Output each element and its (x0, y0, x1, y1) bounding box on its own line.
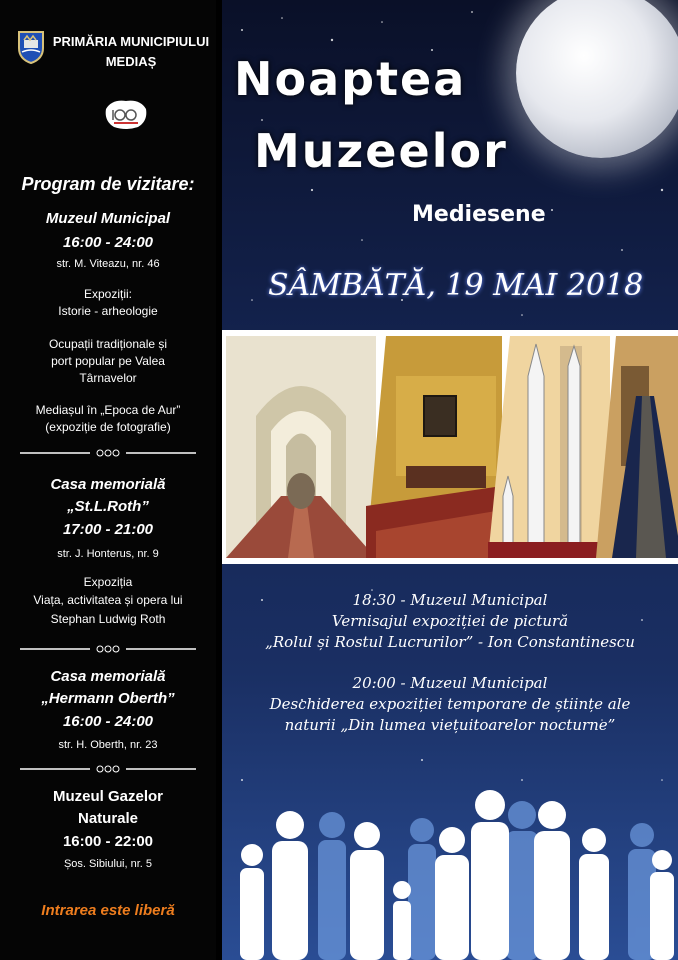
library-corridor-photo (596, 336, 678, 558)
header (12, 28, 212, 72)
program-heading: Program de vizitare: (21, 174, 195, 194)
ornament-divider (20, 644, 196, 654)
museum-name: „Hermann Oberth” (41, 690, 175, 707)
museum-name: Naturale (77, 810, 139, 827)
event-item (222, 590, 678, 653)
sidebar (0, 0, 216, 960)
exhibition-text: port popular pe Valea (51, 354, 165, 368)
museum-name: Muzeul Municipal (45, 210, 171, 227)
hallway-arches-photo (226, 336, 376, 558)
exhibition-text: Ocupații tradiționale și (48, 337, 168, 351)
event-time-place: 20:00 - Muzeul Municipal (352, 674, 548, 692)
museum-hours: 16:00 - 24:00 (62, 713, 154, 730)
museum-address: str. M. Viteazu, nr. 46 (56, 258, 160, 270)
title-muzeelor: Muzeelor (254, 124, 508, 178)
title-noaptea: Noaptea (234, 52, 467, 106)
exhibition-text: Expoziția (83, 575, 133, 589)
free-entry-note: Intrarea este liberă (41, 902, 175, 919)
event-description: naturii „Din lumea viețuitoarelor nocturne” (284, 716, 616, 734)
museum-name: Casa memorială (50, 476, 166, 493)
museum-name: „St.L.Roth” (67, 498, 149, 515)
events-list (222, 590, 678, 756)
ornament-divider (20, 448, 196, 458)
event-description: Deschiderea expoziției temporare de științe ale (269, 695, 631, 713)
coat-of-arms-icon (16, 28, 46, 64)
exhibition-text: Expoziții: (83, 287, 133, 301)
museum-name: Casa memorială (50, 668, 166, 685)
exhibition-text: Stephan Ludwig Roth (50, 612, 166, 626)
memorial-room-photo (366, 336, 502, 558)
ornament-divider (20, 764, 196, 774)
rocket-models-photo (488, 336, 610, 558)
museum-hours: 17:00 - 21:00 (62, 521, 154, 538)
museum-address: str. H. Oberth, nr. 23 (58, 739, 158, 751)
museum-name: Muzeul Gazelor (52, 788, 164, 805)
museum-address: str. J. Honterus, nr. 9 (57, 548, 159, 560)
exhibition-text: Viața, activitatea și opera lui (33, 593, 183, 607)
people-silhouettes-image (222, 785, 678, 960)
event-description: Vernisajul expoziției de pictură (331, 612, 569, 630)
title-mediesene: Mediesene (412, 202, 546, 227)
exhibition-text: (expoziție de fotografie) (45, 420, 171, 434)
romania-100-logo-icon (102, 95, 150, 133)
museum-hours: 16:00 - 22:00 (62, 833, 154, 850)
exhibition-text: Mediașul în „Epoca de Aur” (35, 403, 181, 417)
main-panel (222, 0, 678, 960)
museum-hours: 16:00 - 24:00 (62, 234, 154, 251)
exhibition-text: Târnavelor (79, 371, 137, 385)
museum-address: Șos. Sibiului, nr. 5 (63, 858, 153, 870)
museum-photo-collage (222, 330, 678, 564)
event-item (222, 673, 678, 736)
event-description: „Rolul și Rostul Lucrurilor” - Ion Constantinescu (265, 633, 635, 651)
event-time-place: 18:30 - Muzeul Municipal (352, 591, 548, 609)
city-hall-title (50, 32, 212, 72)
exhibition-text: Istorie - arheologie (58, 304, 158, 318)
title-line-1: PRIMĂRIA MUNICIPIULUI (52, 34, 210, 49)
title-line-2: MEDIAȘ (105, 54, 157, 69)
event-date: SÂMBĂTĂ, 19 MAI 2018 (268, 268, 644, 303)
